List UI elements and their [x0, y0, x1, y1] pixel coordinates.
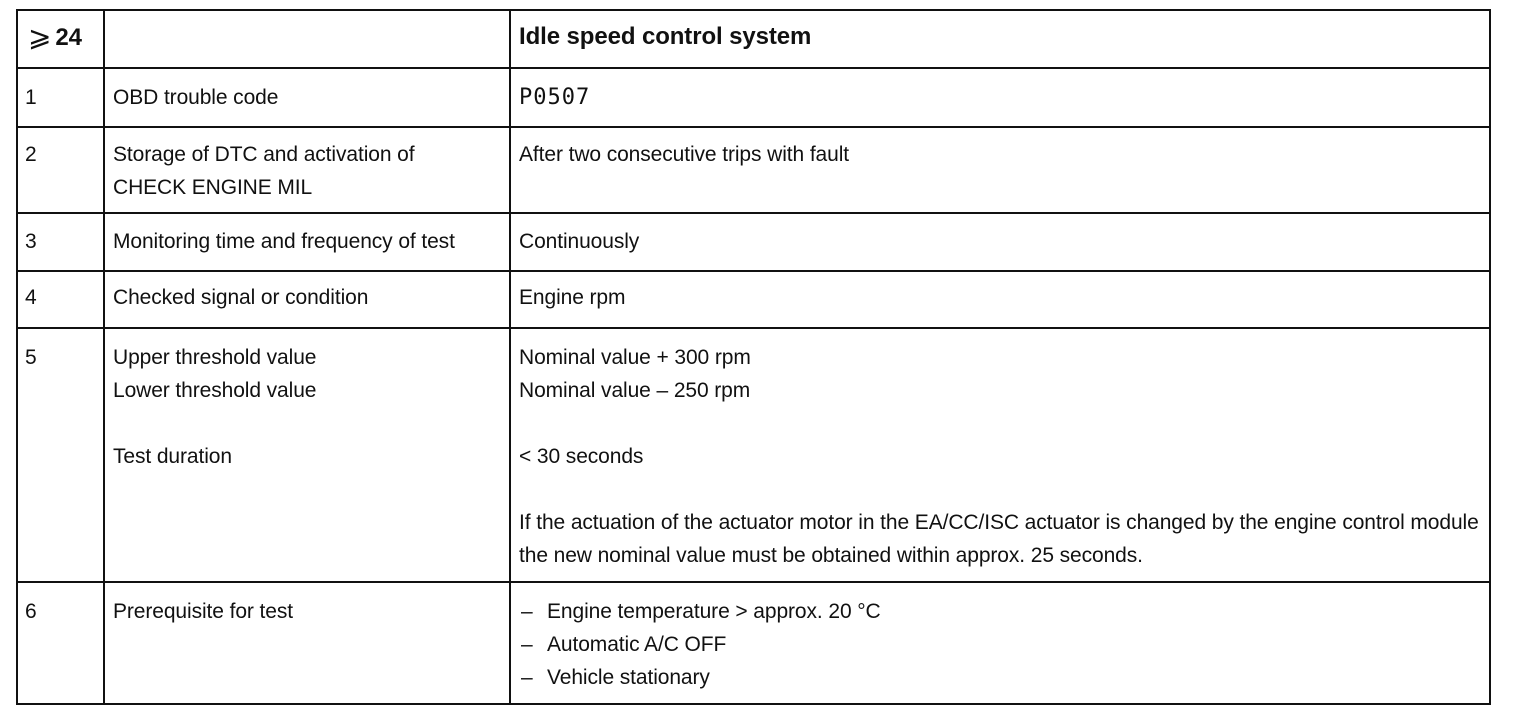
- header-title-cell: [510, 10, 1490, 68]
- table-row: [17, 127, 1490, 213]
- page-title: Idle speed control system: [519, 23, 812, 50]
- table-header-row: [17, 10, 1490, 68]
- row-number-cell: 5: [17, 328, 104, 582]
- row-value-cell: Engine rpm: [510, 271, 1490, 328]
- table-row: [17, 68, 1490, 127]
- table-row: [17, 582, 1490, 704]
- list-item: – Engine temperature > approx. 20 °C: [519, 595, 1489, 628]
- header-ref-cell: [17, 10, 104, 68]
- row-label-cell: Monitoring time and frequency of test: [104, 213, 510, 271]
- table-row: [17, 328, 1490, 582]
- row-label-cell: OBD trouble code: [104, 68, 510, 127]
- table-row: [17, 213, 1490, 271]
- row-number-cell: 1: [17, 68, 104, 127]
- row-number-cell: 3: [17, 213, 104, 271]
- row-number-cell: 2: [17, 127, 104, 213]
- header-ref-number: 24: [55, 24, 82, 51]
- obd-code-value: P0507: [519, 85, 591, 110]
- header-label-cell: [104, 10, 510, 68]
- row-number-cell: 6: [17, 582, 104, 704]
- row-label-cell: Storage of DTC and activation of CHECK ENGINE MIL: [104, 127, 510, 213]
- list-item: – Vehicle stationary: [519, 661, 1489, 694]
- continuation-arrow-icon: ⩾: [28, 21, 52, 52]
- row-value-cell: [510, 582, 1490, 704]
- row-value-cell: Nominal value + 300 rpm Nominal value – 250 rpm < 30 seconds If the actuation of the actuator motor in the EA/CC/ISC actuator is changed by the engine control module the new nominal value must be obtained within approx. 25 seconds.: [510, 328, 1490, 582]
- row-label-cell: Upper threshold value Lower threshold value Test duration: [104, 328, 510, 582]
- row-label-cell: Checked signal or condition: [104, 271, 510, 328]
- row-label-cell: Prerequisite for test: [104, 582, 510, 704]
- row-value-cell: Continuously: [510, 213, 1490, 271]
- table-row: [17, 271, 1490, 328]
- list-item: – Automatic A/C OFF: [519, 628, 1489, 661]
- row-value-cell: [510, 68, 1490, 127]
- row-number-cell: 4: [17, 271, 104, 328]
- row-value-cell: After two consecutive trips with fault: [510, 127, 1490, 213]
- prerequisite-list: [519, 595, 1489, 694]
- obd-spec-table: [16, 9, 1491, 705]
